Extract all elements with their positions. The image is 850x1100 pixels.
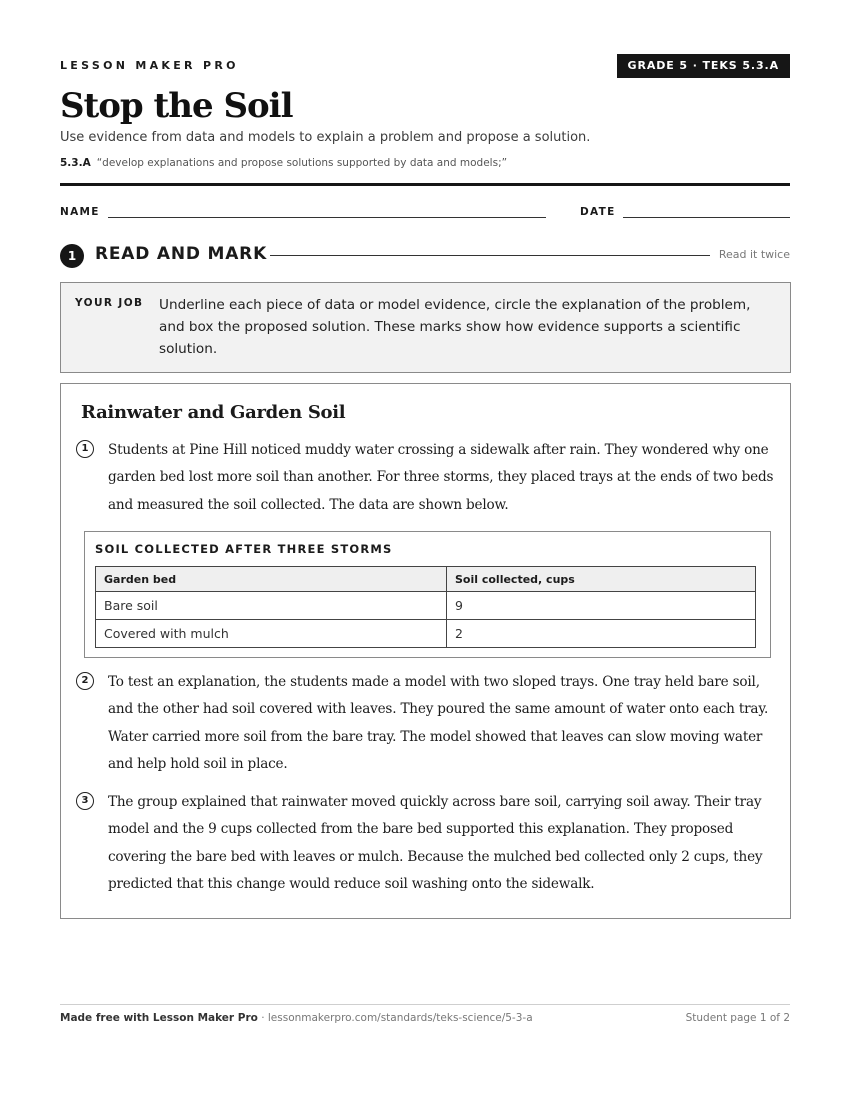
section-note: Read it twice bbox=[718, 248, 790, 261]
name-label: NAME bbox=[60, 206, 100, 218]
job-instructions-box bbox=[60, 282, 791, 373]
page-subtitle: Use evidence from data and models to explain a problem and propose a solution. bbox=[60, 130, 591, 145]
footer-credit bbox=[60, 1012, 533, 1024]
passage-title: Rainwater and Garden Soil bbox=[81, 402, 346, 423]
footer-made-with: Made free with Lesson Maker Pro bbox=[60, 1012, 258, 1024]
date-field[interactable] bbox=[623, 217, 790, 218]
page-title: Stop the Soil bbox=[60, 86, 293, 126]
table-header-row bbox=[96, 567, 756, 592]
job-text: Underline each piece of data or model evidence, circle the explanation of the problem, and box the proposed solution. These marks show how evidence supports a scientific solution. bbox=[159, 297, 751, 357]
table-row bbox=[96, 620, 756, 648]
standard-text: “develop explanations and propose solutions supported by data and models;” bbox=[96, 157, 508, 169]
column-header: Garden bed bbox=[96, 567, 447, 592]
table-cell: 9 bbox=[447, 592, 756, 620]
table-row bbox=[96, 592, 756, 620]
table-cell: Bare soil bbox=[96, 592, 447, 620]
section-divider bbox=[270, 255, 710, 256]
footer-separator: · bbox=[257, 1012, 268, 1024]
brand-name: LESSON MAKER PRO bbox=[60, 59, 239, 72]
job-label: YOUR JOB bbox=[75, 297, 144, 309]
footer-page-number: Student page 1 of 2 bbox=[685, 1012, 790, 1024]
section-number-badge: 1 bbox=[60, 244, 84, 268]
paragraph-1: Students at Pine Hill noticed muddy water crossing a sidewalk after rain. They wondered why one garden bed lost more soil than another. For three storms, they placed trays at the ends of two beds and measured the soil collected. The data are shown below. bbox=[108, 442, 774, 513]
reading-passage bbox=[60, 383, 791, 919]
paragraph-3: The group explained that rainwater moved quickly across bare soil, carrying soil away. Their tray model and the 9 cups collected from the bare bed supported this explanation. They proposed covering the bare bed with leaves or mulch. Because the mulched bed collected only 2 cups, they predicted that this change would reduce soil washing onto the sidewalk. bbox=[108, 794, 763, 893]
table-cell: Covered with mulch bbox=[96, 620, 447, 648]
footer-url[interactable]: lessonmakerpro.com/standards/teks-science/5-3-a bbox=[267, 1012, 533, 1024]
data-table-title: SOIL COLLECTED AFTER THREE STORMS bbox=[95, 542, 393, 556]
standard-code: 5.3.A bbox=[60, 157, 91, 169]
name-field[interactable] bbox=[108, 217, 546, 218]
data-table-box bbox=[84, 531, 771, 658]
soil-data-table bbox=[95, 566, 756, 648]
grade-badge: GRADE 5 · TEKS 5.3.A bbox=[617, 54, 790, 78]
paragraph-number-1: 1 bbox=[76, 440, 94, 458]
paragraph-number-2: 2 bbox=[76, 672, 94, 690]
table-cell: 2 bbox=[447, 620, 756, 648]
section-header bbox=[60, 243, 790, 267]
page-header bbox=[60, 54, 790, 78]
standard-line bbox=[60, 157, 507, 169]
section-title: READ AND MARK bbox=[95, 244, 268, 264]
date-label: DATE bbox=[580, 206, 616, 218]
paragraph-number-3: 3 bbox=[76, 792, 94, 810]
header-divider bbox=[60, 183, 790, 186]
paragraph-2: To test an explanation, the students made a model with two sloped trays. One tray held bare soil, and the other had soil covered with leaves. They poured the same amount of water onto each tray. Water carried more soil from the bare tray. The model showed that leaves can slow moving water and help hold soil in place. bbox=[108, 674, 769, 773]
footer-divider bbox=[60, 1004, 790, 1005]
column-header: Soil collected, cups bbox=[447, 567, 756, 592]
name-date-row bbox=[60, 205, 790, 223]
